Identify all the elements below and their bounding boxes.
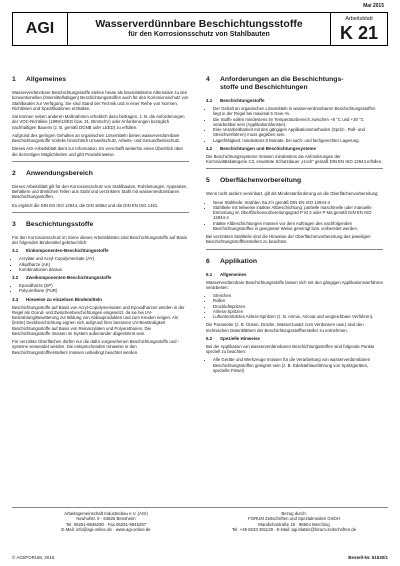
section-divider (12, 161, 189, 162)
footer-line: Bezug durch: (281, 511, 307, 516)
footer-line: Mandichostraße 18 · 86504 Merching (258, 521, 330, 527)
subsection-number: 6.2 (206, 335, 213, 341)
section-title-line: stoffe und Beschichtungen (220, 84, 308, 91)
issue-date: Mai 2015 (363, 3, 384, 9)
list-item: • Kombinationen daraus (19, 267, 189, 272)
footer-line: Neuhofstr. 9 · 64625 Bensheim (76, 516, 136, 522)
document-title: Wasserverdünnbare Beschichtungsstoffe (95, 18, 303, 30)
subsection-number: 3.3 (12, 296, 19, 302)
header-title-block (68, 13, 330, 45)
subsection-heading (206, 336, 383, 342)
list-item: • Airless-Spritzen (213, 309, 383, 314)
subsection-heading (12, 297, 189, 303)
list-item: • Eine Verarbeitbarkeit mit den gängigen Applikationsmethoden (Spritz-, Roll- und Streichverfahren) muss gegeben sein. (213, 127, 383, 138)
list-item: • Lagerfähigkeit: mindestens 6 Monate, bei sach- und fachgerechter Lagerung. (213, 138, 383, 143)
paragraph: Aufgrund des geringen Gehaltes an organischen Lösemitteln bieten wasserverdünnbare Beschichtungsstoffe Vorteile hinsichtlich Umweltschutz, Arbeits- und Gesundheitsschutz. (12, 132, 181, 143)
paragraph: Die Parameter (z. B. Düsen, Drücke, Wasserzusatz zum Verdünnen usw.) sind den technischen Datenblättern der Beschichtungsstoffhersteller zu entnehmen. (206, 322, 364, 333)
list-item: • Luftunterstütztes Airless-Spritzen (z. B. Airmix, Aircoat und vergleichbare Verfahren). (213, 314, 383, 319)
bullet-list (12, 283, 189, 294)
subsection-title: Allgemeines (220, 271, 247, 277)
subsection-number: 6.1 (206, 271, 213, 277)
subsection-number: 4.2 (206, 145, 213, 151)
list-item: • Alkydharze (AK) (19, 262, 189, 267)
section-title: Beschichtungsstoffe (26, 220, 94, 228)
subsection-number: 3.1 (12, 248, 19, 254)
bullet-list (12, 256, 189, 272)
sheet-label: Arbeitsblatt (345, 15, 373, 22)
footer-line: Tel. 06251-9845290 · Fax 06251-9845297 (65, 521, 147, 527)
paragraph: Dieses AGI-Arbeitsblatt dient zur Information. Es verschafft weiterhin einen Überblick über die derzeitigen Möglichkeiten und gibt Praxishinweise. (12, 146, 183, 157)
footer-line: Tel. +49 8233 381129 · E-Mail: agi-blatter@forum-zeitschriften.de (231, 527, 357, 533)
section-heading (12, 76, 189, 84)
header-box (12, 12, 388, 46)
paragraph: Sie können neben anderen Maßnahmen erheblich dazu beitragen, z. B. die Anforderungen der VOC-Richtlinie (1999/13/EG bzw. 31. BImSchV) oder Anforderungen bezüglich nachhaltigen Bauens (z. B. gemäß DGNB oder LEED) zu erfüllen. (12, 114, 185, 130)
bullet-list (206, 293, 383, 319)
order-number: Bestell-Nr. 51530/1 (348, 555, 388, 560)
copyright: © AGI/FORUM, 2015 (12, 555, 55, 560)
bullet-list (206, 200, 383, 232)
section-title: Applikation (220, 257, 258, 265)
sheet-number-block (330, 13, 387, 45)
subsection-title: Beschichtungen und Beschichtungssysteme (220, 145, 317, 151)
bullet-list (206, 106, 383, 143)
list-item: • Epoxidharze (EP) (19, 283, 189, 288)
section-heading (206, 177, 383, 185)
subsection-title: Beschichtungsstoffe (220, 98, 265, 103)
subsection-number: 3.2 (12, 275, 19, 280)
bullet-list (206, 357, 383, 373)
footer-line: FORUM Zeitschriften und Spezialmedien GmbH (248, 516, 340, 522)
section-number: 3 (12, 220, 16, 228)
section-title: Oberflächenvorbereitung (220, 177, 302, 185)
paragraph: Wenn nicht anders vereinbart, gilt als Mindestanforderung an die Oberflächenvorbereitung: (206, 191, 379, 197)
section-heading (206, 258, 383, 266)
subsection-heading (12, 248, 189, 254)
paragraph: Für verzinkte Oberflächen dürfen nur die dafür vorgesehenen Beschichtungsstoffe und -systeme verwendet werden. Die entsprechenden Hinweise in den Beschichtungsstoffherstellers müssen unbedingt beachtet werden. (12, 339, 180, 355)
left-column (12, 76, 189, 358)
list-item: • Neue Stahlteile: Strahlen Sa 2½ gemäß DIN EN ISO 12944-4 (213, 200, 383, 205)
subsection-heading (206, 272, 383, 278)
subsection-heading (206, 98, 383, 104)
publisher-footer (12, 507, 388, 533)
list-item: • Stahlteile mit teilweise intakter Altbeschichtung: partielle maschinelle oder manuelle Entrostung im Oberflächenvorbereitungsgrad P St 3 oder P Ma gemäß DIN EN ISO 12944-4 (213, 205, 383, 221)
paragraph: Die Beschichtungssysteme müssen mindestens die Anforderungen der Korrosivitätskategorie C3, erwartete Schutzdauer „Hoch" gemäß DIN EN ISO 12944 erfüllen. (206, 153, 383, 164)
section-heading (12, 170, 189, 178)
footer-line: Arbeitsgemeinschaft Industriebau e.V. (AGI) (64, 511, 148, 516)
section-title (220, 76, 344, 92)
paragraph: Bei verzinkten Stahlteile sind die Hinweise der Oberflächenvorbereitung des jeweiligen Beschichtungsstoffherstellers zu beachten. (206, 234, 371, 245)
footer-agi-contact (12, 511, 200, 533)
paragraph: Wasserverdünnbare Beschichtungsstoffe stehen heute als lösemittelarme Alternative zu den konventionellen (lösemittelhaltigen) Beschichtungsstoffen auch für den Korrosionsschutz von Stahlbauten zur Verfügung. Sie sind Stand der Technik und in einer Reihe von Normen, Richtlinien und Spezifikationen enthalten. (12, 90, 189, 111)
section-divider (12, 212, 189, 213)
bottom-line (12, 555, 388, 560)
section-number: 4 (206, 76, 210, 83)
section-number: 6 (206, 257, 210, 265)
section-heading (12, 221, 189, 229)
list-item: • Acrylate und Acryl-Copolymerisate (AY) (19, 256, 189, 261)
section-title-line: Anforderungen an die Beschichtungs- (220, 76, 344, 83)
footer-line: E-Mail: info@agi-online.de · www.agi-online.de (61, 527, 151, 533)
paragraph: Es ergänzt die DIN EN ISO 12944, die DIN 18364 und die DIN EN ISO 1461. (12, 202, 159, 208)
paragraph: Wasserverdünnbare Beschichtungsstoffe lassen sich mit den gängigen Applikationsverfahren verarbeiten: (206, 279, 383, 290)
list-item: • Die Stoffe sollen mindestens im Temperaturbereich zwischen +8 °C und +30 °C verarbeitbar sein (Applikationsfenster). (213, 117, 383, 128)
subsection-heading (206, 146, 383, 152)
section-number: 1 (12, 76, 16, 83)
section-divider (206, 168, 383, 169)
document-subtitle: für den Korrosionsschutz von Stahlbauten (128, 31, 270, 38)
paragraph: Beschichtungsstoffe auf Basis von Acryl-Copolymerisaten und Epoxidharzen werden in der Regel als Grund- und Zwischenbeschichtungen eingesetzt, da sie bei UV-Bestrahlung/Bewitterung zur Bildung von Abbauprodukten und zum Kreiden neigen. Als (letzte) Deckbeschichtung eignen sich aufgrund ihrer besseren UV-Beständigkeit Beschichtungsstoffe auf Basis von Reinacrylaten und Polyurethanen. Die Beschichtungsstoffe müssen im System aufeinander abgestimmt sein. (12, 304, 185, 336)
section-title: Allgemeines (26, 76, 67, 83)
subsection-title: Einkomponenten-Beschichtungsstoffe (26, 248, 109, 254)
section-number: 2 (12, 169, 16, 177)
right-column (206, 76, 383, 376)
agi-logo: AGI (13, 13, 68, 45)
subsection-title: Hinweise zu einzelnen Bindemitteln (26, 296, 103, 302)
subsection-number: 4.1 (206, 98, 213, 103)
paragraph: Bei der Applikation von wasserverdünnbaren Beschichtungsstoffen sind folgende Punkte speziell zu beachten: (206, 343, 375, 354)
list-item: • Alle Geräte und Werkzeuge müssen für die Verarbeitung von wasserverdünnbaren Beschichtungsstoffen geeignet sein (z. B. Edelstahlausführung von Spritzgeräten, spezielle Pinsel) (213, 357, 383, 373)
section-heading (206, 76, 383, 92)
section-number: 5 (206, 177, 210, 185)
subsection-title: Spezielle Hinweise (220, 335, 261, 341)
subsection-title: Zweikomponenten-Beschichtungsstoffe (26, 275, 112, 280)
list-item: • Druckluftspritzen (213, 304, 383, 309)
list-item: • Rollen (213, 298, 383, 303)
list-item: • Intakte Altbeschichtungen müssen vor dem Auftragen des nachfolgenden Beschichtungsstoffes in geeigneter Weise gereinigt bzw. vorbereitet werden. (213, 221, 383, 232)
section-divider (206, 249, 383, 250)
section-title: Anwendungsbereich (26, 169, 93, 177)
subsection-heading (12, 275, 189, 281)
sheet-number: K 21 (339, 22, 379, 43)
footer-distributor-contact (200, 511, 388, 533)
paragraph: Dieses Arbeitsblatt gilt für den Korrosionsschutz von Stahlbauten, Rohrleitungen, Apparaten, Behältern und ähnlichen Teilen aus Stahl und verzinktem Stahl mit wasserverdünnbaren Beschichtungsstoffen. (12, 183, 188, 200)
list-item: • Polyurethane (PUR) (19, 288, 189, 293)
list-item: • Der Gehalt an organischen Lösemitteln in wasserverdünnbaren Beschichtungsstoffen liegt in der Regel bei maximal 5 Gew.-%. (213, 106, 383, 117)
paragraph: Für den Korrosionsschutz im Sinne dieses Arbeitsblattes sind Beschichtungsstoffe auf Basis der folgenden Bindemittel gebräuchlich: (12, 234, 187, 245)
list-item: • Streichen (213, 293, 383, 298)
